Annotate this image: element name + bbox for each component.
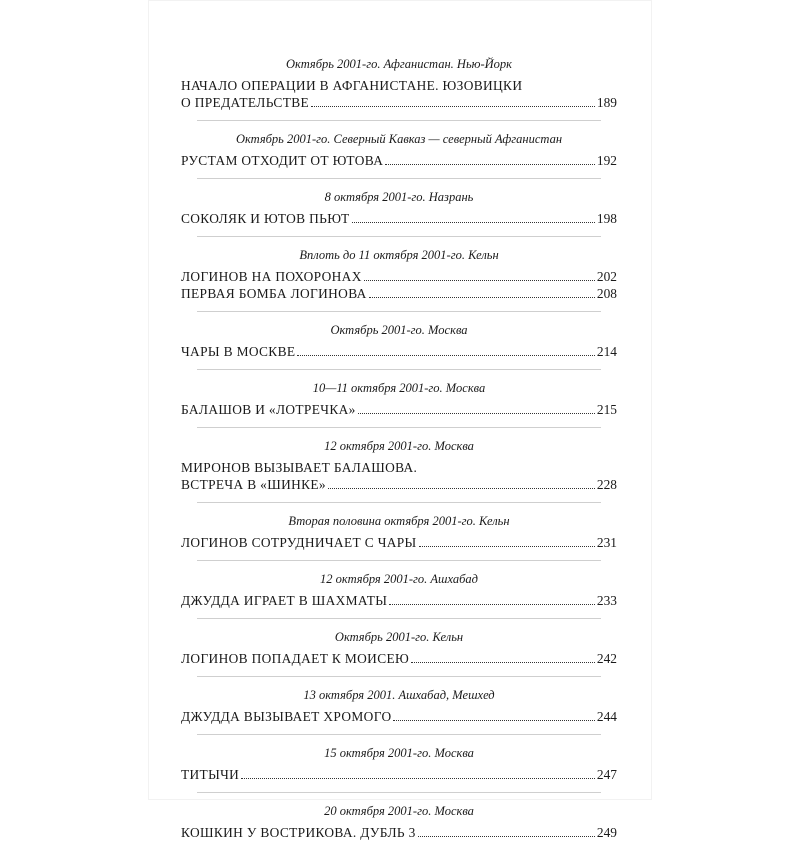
page-number: 228 — [596, 477, 617, 492]
page-number: 192 — [596, 153, 617, 168]
dot-leader — [328, 488, 595, 489]
toc-section — [181, 130, 617, 169]
entry-line — [181, 152, 617, 169]
section-divider — [197, 560, 601, 561]
toc-entry — [181, 592, 617, 609]
entry-line — [181, 94, 617, 111]
toc-entry — [181, 210, 617, 227]
page-number: 208 — [596, 286, 617, 301]
page-number: 233 — [596, 593, 617, 608]
entry-line — [181, 592, 617, 609]
entry-title: ВСТРЕЧА В «ШИНКЕ» — [181, 477, 326, 492]
section-divider — [197, 734, 601, 735]
entry-line — [181, 268, 617, 285]
entry-title: ЛОГИНОВ ПОПАДАЕТ К МОИСЕЮ — [181, 651, 410, 666]
toc-entry — [181, 534, 617, 551]
toc-section — [181, 246, 617, 302]
toc-entry — [181, 343, 617, 360]
dot-leader — [352, 222, 595, 223]
entry-title: ЛОГИНОВ НА ПОХОРОНАХ — [181, 269, 362, 284]
section-divider — [197, 502, 601, 503]
toc-entry — [181, 77, 617, 111]
section-date-heading: Октябрь 2001-го. Москва — [330, 323, 468, 337]
page-number: 202 — [596, 269, 617, 284]
entry-line — [181, 476, 617, 493]
dot-leader — [358, 413, 595, 414]
table-of-contents — [181, 55, 617, 841]
entry-title: ПЕРВАЯ БОМБА ЛОГИНОВА — [181, 286, 367, 301]
section-date-heading: Вторая половина октября 2001-го. Кельн — [288, 514, 510, 528]
section-date-heading: 8 октября 2001-го. Назрань — [324, 190, 474, 204]
entry-title: КОШКИН У ВОСТРИКОВА. ДУБЛЬ 3 — [181, 825, 416, 840]
toc-section — [181, 437, 617, 493]
toc-entry — [181, 824, 617, 841]
entry-line — [181, 534, 617, 551]
section-date-heading: Октябрь 2001-го. Кельн — [334, 630, 464, 644]
section-divider — [197, 369, 601, 370]
toc-section — [181, 744, 617, 783]
page-number: 198 — [596, 211, 617, 226]
dot-leader — [389, 604, 595, 605]
dot-leader — [393, 720, 594, 721]
toc-entry — [181, 268, 617, 285]
section-date-heading: Вплоть до 11 октября 2001-го. Кельн — [299, 248, 499, 262]
entry-line — [181, 708, 617, 725]
entry-title: ЧАРЫ В МОСКВЕ — [181, 344, 296, 359]
entry-title: ТИТЫЧИ — [181, 767, 240, 782]
toc-entry — [181, 708, 617, 725]
section-date-heading: 12 октября 2001-го. Ашхабад — [320, 572, 478, 586]
dot-leader — [297, 355, 595, 356]
section-date-heading: Октябрь 2001-го. Северный Кавказ — северный Афганистан — [235, 132, 563, 146]
entry-title: ДЖУДДА ВЫЗЫВАЕТ ХРОМОГО — [181, 709, 392, 724]
toc-entry — [181, 285, 617, 302]
dot-leader — [311, 106, 595, 107]
section-date-heading: 13 октября 2001. Ашхабад, Мешхед — [303, 688, 495, 702]
section-divider — [197, 236, 601, 237]
toc-section — [181, 628, 617, 667]
dot-leader — [418, 836, 595, 837]
dot-leader — [241, 778, 595, 779]
entry-title: НАЧАЛО ОПЕРАЦИИ В АФГАНИСТАНЕ. ЮЗОВИЦКИ — [181, 78, 523, 93]
entry-title: О ПРЕДАТЕЛЬСТВЕ — [181, 95, 310, 110]
entry-line — [181, 459, 617, 476]
page-number: 214 — [596, 344, 617, 359]
section-divider — [197, 618, 601, 619]
toc-section — [181, 379, 617, 418]
entry-line — [181, 285, 617, 302]
section-divider — [197, 676, 601, 677]
book-page — [148, 0, 652, 840]
entry-title: БАЛАШОВ И «ЛОТРЕЧКА» — [181, 402, 356, 417]
entry-line — [181, 401, 617, 418]
toc-entry — [181, 766, 617, 783]
toc-entry — [181, 152, 617, 169]
dot-leader — [369, 297, 595, 298]
entry-title: ДЖУДДА ИГРАЕТ В ШАХМАТЫ — [181, 593, 388, 608]
section-divider — [197, 178, 601, 179]
page-number: 215 — [596, 402, 617, 417]
dot-leader — [411, 662, 595, 663]
toc-section — [181, 55, 617, 111]
page-number: 247 — [596, 767, 617, 782]
entry-line — [181, 343, 617, 360]
section-date-heading: 20 октября 2001-го. Москва — [324, 804, 474, 818]
section-date-heading: Октябрь 2001-го. Афганистан. Нью-Йорк — [286, 57, 512, 71]
page-number: 244 — [596, 709, 617, 724]
entry-line — [181, 77, 617, 94]
toc-section — [181, 188, 617, 227]
toc-section — [181, 321, 617, 360]
page-number: 231 — [596, 535, 617, 550]
page-number: 189 — [596, 95, 617, 110]
entry-title: ЛОГИНОВ СОТРУДНИЧАЕТ С ЧАРЫ — [181, 535, 417, 550]
section-divider — [197, 311, 601, 312]
dot-leader — [419, 546, 595, 547]
toc-entry — [181, 401, 617, 418]
dot-leader — [385, 164, 595, 165]
entry-line — [181, 766, 617, 783]
section-date-heading: 15 октября 2001-го. Москва — [324, 746, 474, 760]
toc-section — [181, 512, 617, 551]
section-divider — [197, 792, 601, 793]
entry-title: РУСТАМ ОТХОДИТ ОТ ЮТОВА — [181, 153, 384, 168]
toc-entry — [181, 459, 617, 493]
dot-leader — [364, 280, 595, 281]
section-divider — [197, 120, 601, 121]
section-date-heading: 10—11 октября 2001-го. Москва — [312, 381, 486, 395]
page-number: 249 — [596, 825, 617, 840]
entry-line — [181, 210, 617, 227]
entry-title: СОКОЛЯК И ЮТОВ ПЬЮТ — [181, 211, 350, 226]
toc-section — [181, 686, 617, 725]
page-number: 242 — [596, 651, 617, 666]
entry-line — [181, 650, 617, 667]
section-divider — [197, 427, 601, 428]
toc-section — [181, 570, 617, 609]
entry-line — [181, 824, 617, 841]
toc-section — [181, 802, 617, 841]
section-date-heading: 12 октября 2001-го. Москва — [324, 439, 474, 453]
toc-entry — [181, 650, 617, 667]
entry-title: МИРОНОВ ВЫЗЫВАЕТ БАЛАШОВА. — [181, 460, 418, 475]
